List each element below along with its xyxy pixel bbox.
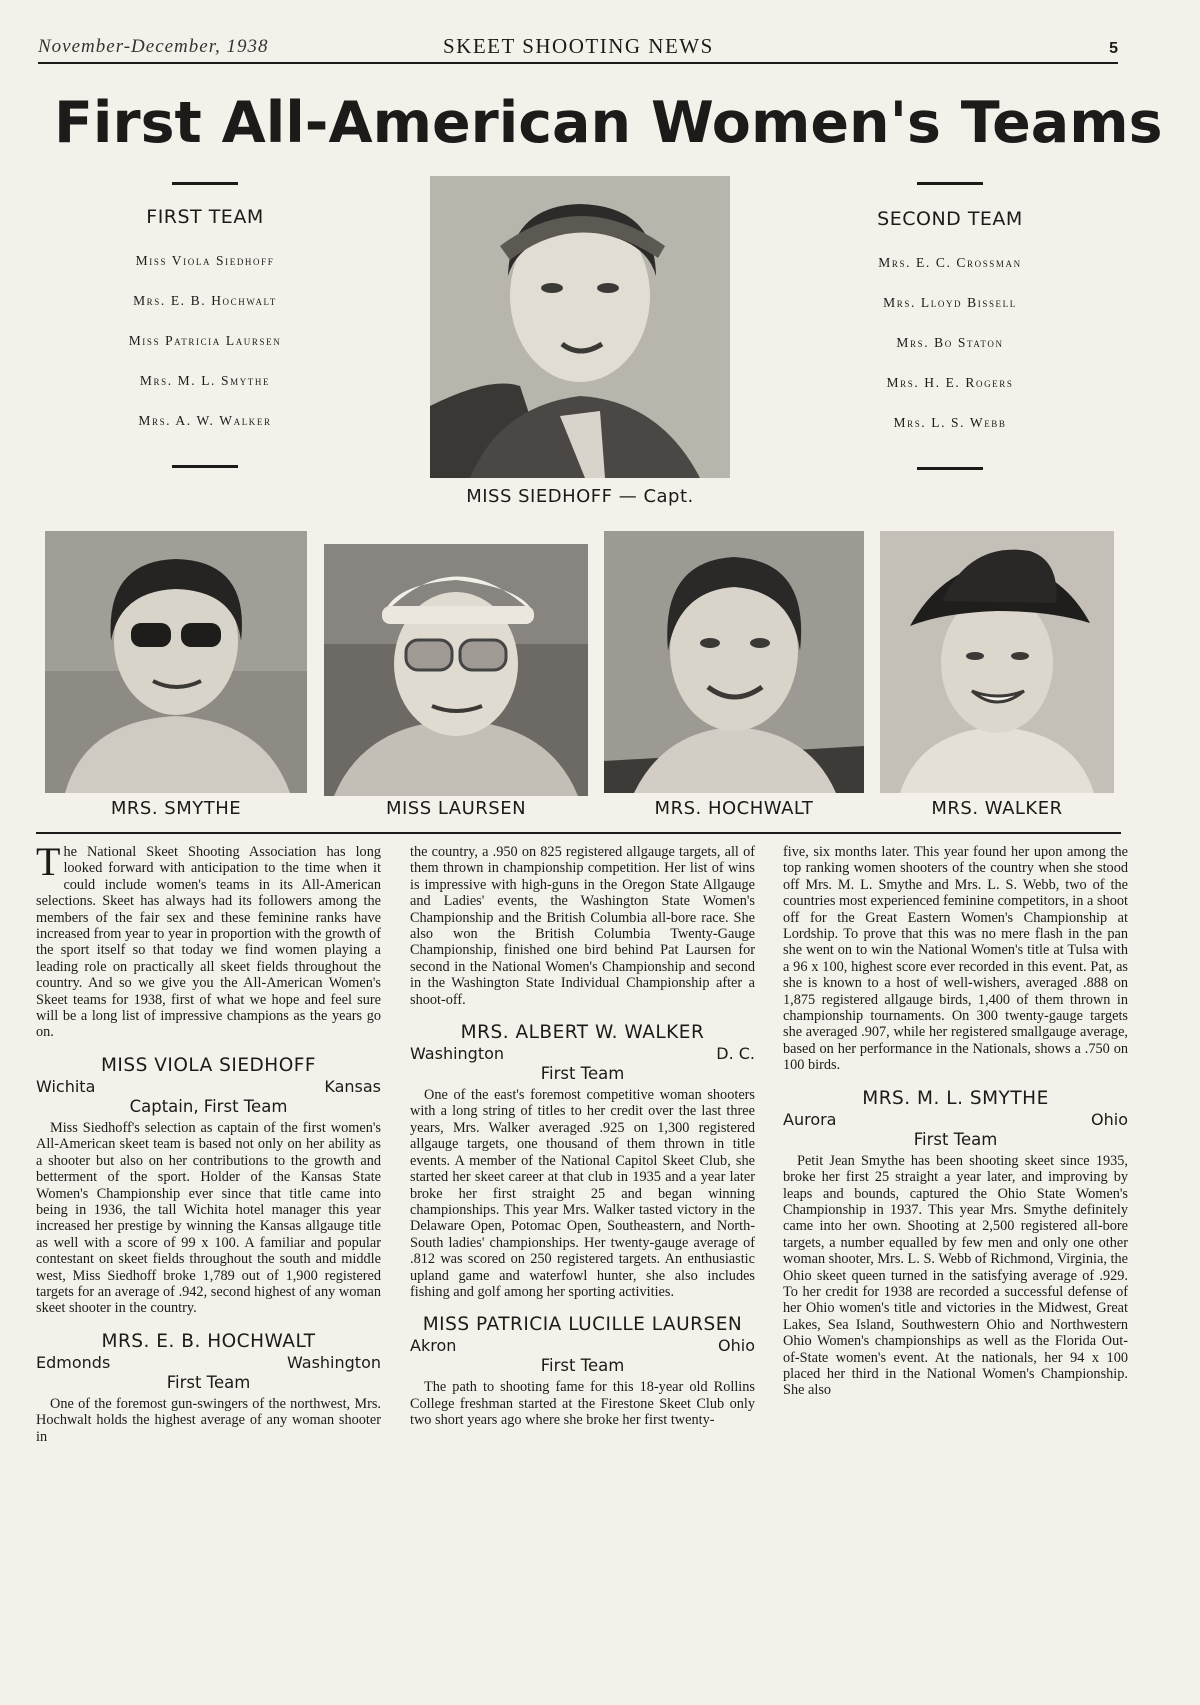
team-member: Mrs. H. E. Rogers xyxy=(886,375,1014,390)
bio-state: D. C. xyxy=(716,1044,755,1064)
publication-name: SKEET SHOOTING NEWS xyxy=(443,34,714,58)
bio-city: Wichita xyxy=(36,1076,96,1096)
bio-name: MRS. M. L. SMYTHE xyxy=(862,1087,1049,1109)
bio-city: Akron xyxy=(410,1336,457,1356)
bio-paragraph: One of the east's foremost competitive woman shooters with a long string of titles to her credit over the last three years, Mrs. Walker averaged .925 on 1,300 registered allgauge targets, one thousand of them thrown in title events. A member of the National Capitol Skeet Club, she started her skeet career at that club in 1935 and a year later broke her first straight 25 and began winning championships. This year Mrs. Walker tasted victory in the Delaware Open, Potomac Open, Southeastern, and North-South ladies' championships. Her twenty-gauge average of .812 was scored on 250 registered targets. An enthusiastic upland game and waterfowl hunter, she also includes fishing and golf among her sporting activities. xyxy=(410,1087,755,1300)
team-member: Mrs. Bo Staton xyxy=(896,335,1004,350)
bio-location xyxy=(410,1336,755,1355)
intro-paragraph xyxy=(36,839,381,1041)
bio-location xyxy=(783,1110,1128,1129)
bio-role: First Team xyxy=(166,1372,251,1392)
bio-paragraph-continued: five, six months later. This year found her upon among the top ranking women shooters of the country when she stood off Mrs. M. L. Smythe and Mrs. L. S. Webb, two of the countries most experienced feminine competitors, in a shoot off for the Great Eastern Women's Championship at Lordship. To prove that this was no mere flash in the pan she went on to win the National Women's title at Tulsa with a 96 x 100, highest score ever recorded in this event. Pat, as she is known to a host of well-wishers, averaged .888 on 1,875 registered allgauge birds, 1,400 of them thrown in championship tournaments. On 300 twenty-gauge targets she averaged .907, while her registered smallgauge average, based on her performance in the Nationals, shows a .750 on 100 birds. xyxy=(783,844,1128,1074)
bio-paragraph: The path to shooting fame for this 18-year old Rollins College freshman started at the Firestone Skeet Club only two short years ago where she broke her first twenty- xyxy=(410,1379,755,1429)
team-member: Mrs. E. C. Crossman xyxy=(878,255,1022,270)
bio-state: Kansas xyxy=(324,1076,381,1096)
bio-name: MISS VIOLA SIEDHOFF xyxy=(100,1054,317,1076)
photo-caption: MRS. HOCHWALT xyxy=(654,798,814,819)
bio-location xyxy=(36,1353,381,1372)
team-member: Mrs. Lloyd Bissell xyxy=(883,295,1017,310)
laursen-portrait-photo xyxy=(324,544,588,796)
article-column-1 xyxy=(36,839,381,1447)
photo-caption: MRS. WALKER xyxy=(931,798,1063,819)
drop-cap: T xyxy=(36,839,61,884)
bio-paragraph: Petit Jean Smythe has been shooting skeet since 1935, broke her first 25 straight a year later, and improving by leaps and bounds, captured the Ohio State Women's Championship in 1937. This year Mrs. Smythe definitely came into her own. Shooting at 2,500 registered all-bore targets, a number equalled by few men and only one other woman shooter, Mrs. L. S. Webb of Richmond, Virginia, the Ohio skeet queen turned in the satisfying average of .929. To her credit for 1938 are recorded a successful defense of her Ohio women's title and victories in the Midwest, Great Lakes, Sea Island, Southwestern Ohio and Northwestern Ohio Women's championships as well as the Florida Out-of-State women's event. At the nationals, her 94 x 100 placed her third in the National Women's Championship. She also xyxy=(783,1152,1128,1399)
walker-portrait-photo xyxy=(880,531,1114,793)
team-member: Mrs. L. S. Webb xyxy=(893,415,1007,430)
article-column-2 xyxy=(410,844,755,1431)
bio-name: MRS. ALBERT W. WALKER xyxy=(460,1022,705,1044)
divider-rule xyxy=(917,182,983,185)
issue-date: November-December, 1938 xyxy=(38,36,269,57)
bio-role: First Team xyxy=(540,1064,625,1084)
bio-state: Ohio xyxy=(718,1336,755,1356)
team-member: Miss Viola Siedhoff xyxy=(135,253,275,268)
captain-photo-caption: MISS SIEDHOFF — Capt. xyxy=(466,486,694,507)
bio-state: Washington xyxy=(286,1352,381,1372)
page-headline: First All-American Women's Teams xyxy=(54,90,1163,156)
bio-state: Ohio xyxy=(1091,1109,1128,1129)
team-member: Mrs. A. W. Walker xyxy=(138,413,272,428)
captain-portrait-photo xyxy=(430,176,730,478)
bio-name: MISS PATRICIA LUCILLE LAURSEN xyxy=(422,1314,743,1336)
bio-paragraph: Miss Siedhoff's selection as captain of the first women's All-American skeet team is based not only on her ability as a shooter but also on her contributions to the growth and betterment of the sport. Holder of the Kansas State Women's Championship ever since that title came into being in 1936, the tall Wichita hotel manager this year increased her prestige by winning the Kansas allgauge title as well with a score of 99 x 100. A familiar and popular contestant on skeet fields throughout the south and middle west, Miss Siedhoff broke 1,789 out of 1,900 registered targets for an average of .942, second highest of any woman skeet shooter in the country. xyxy=(36,1119,381,1317)
bio-paragraph: One of the foremost gun-swingers of the northwest, Mrs. Hochwalt holds the highest average of any woman shooter in xyxy=(36,1395,381,1445)
bio-paragraph-continued: the country, a .950 on 825 registered allgauge targets, all of them thrown in championship competition. Her list of wins is impressive with high-guns in the Oregon State Allgauge and Ladies' events, the Washington State Women's Championship and the British Columbia all-bore race. She also won the British Columbia Twenty-Gauge Championship, finished one bird behind Pat Laursen for second in the National Women's Championship and second in the Washington State Individual Championship after a shoot-off. xyxy=(410,844,755,1008)
bio-role: Captain, First Team xyxy=(129,1096,288,1116)
bio-city: Aurora xyxy=(783,1109,837,1129)
bio-name: MRS. E. B. HOCHWALT xyxy=(101,1330,316,1352)
second-team-list xyxy=(800,208,1100,452)
team-member: Miss Patricia Laursen xyxy=(128,333,282,348)
intro-text: he National Skeet Shooting Association has long looked forward with anticipation to the time when it could include women's teams in its All-American selections. Skeet has always had its followers among the members of the fair sex and these feminine ranks have increased from year to year in proportion with the growth of the sport itself so that today we find women playing a leading role on practically all skeet fields throughout the country. And so we give you the All-American Women's Skeet teams for 1938, first of what we hope and feel sure will be a long list of impressive champions as the years go on. xyxy=(36,844,381,1041)
bio-role: First Team xyxy=(540,1356,625,1376)
divider-rule xyxy=(36,832,1121,834)
divider-rule xyxy=(172,465,238,468)
divider-rule xyxy=(917,467,983,470)
running-header xyxy=(38,34,1118,64)
page-number: 5 xyxy=(1109,40,1118,57)
bio-city: Edmonds xyxy=(36,1352,111,1372)
hochwalt-portrait-photo xyxy=(604,531,864,793)
first-team-title: FIRST TEAM xyxy=(146,206,264,228)
photo-caption: MRS. SMYTHE xyxy=(110,798,242,819)
team-member: Mrs. E. B. Hochwalt xyxy=(133,293,277,308)
bio-city: Washington xyxy=(410,1044,505,1064)
bio-role: First Team xyxy=(913,1129,998,1149)
second-team-title: SECOND TEAM xyxy=(877,208,1023,230)
bio-location xyxy=(36,1077,381,1096)
first-team-list xyxy=(55,206,355,450)
article-column-3 xyxy=(783,844,1128,1401)
photo-caption: MISS LAURSEN xyxy=(385,798,527,819)
divider-rule xyxy=(172,182,238,185)
team-member: Mrs. M. L. Smythe xyxy=(139,373,271,388)
bio-location xyxy=(410,1044,755,1063)
smythe-portrait-photo xyxy=(45,531,307,793)
